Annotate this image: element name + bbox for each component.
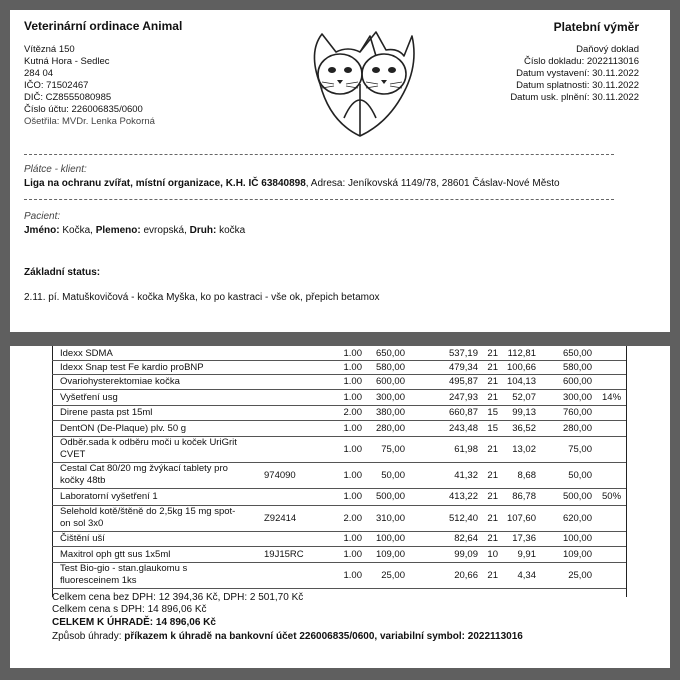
item-qty: 1.00 xyxy=(343,444,362,455)
item-unit-price: 100,00 xyxy=(375,533,405,544)
item-name: Ovariohysterektomiae kočka xyxy=(60,376,180,387)
item-unit-price: 75,00 xyxy=(381,444,405,455)
item-net-price: 20,66 xyxy=(454,570,478,581)
total-with-vat: Celkem cena s DPH: 14 896,06 Kč xyxy=(52,604,207,615)
item-total-price: 760,00 xyxy=(562,407,592,418)
item-net-price: 660,87 xyxy=(448,407,478,418)
item-net-price: 512,40 xyxy=(448,513,478,524)
row-separator xyxy=(52,405,626,406)
item-name-continued: on sol 3x0 xyxy=(60,518,104,529)
item-qty: 1.00 xyxy=(343,470,362,481)
clinic-account: Číslo účtu: 226006835/0600 xyxy=(24,104,143,115)
row-separator xyxy=(52,546,626,547)
item-qty: 2.00 xyxy=(343,407,362,418)
item-vat-rate: 21 xyxy=(487,391,498,403)
item-total-price: 100,00 xyxy=(562,533,592,544)
item-qty: 1.00 xyxy=(343,361,362,373)
item-discount: 14% xyxy=(602,391,622,403)
item-name: Test Bio-gio - stan.glaukomu s xyxy=(60,563,188,574)
item-total-price: 50,00 xyxy=(568,470,592,481)
item-total-price: 580,00 xyxy=(562,361,592,373)
row-separator xyxy=(52,531,626,532)
item-net-price: 82,64 xyxy=(454,533,478,544)
item-vat-rate: 10 xyxy=(487,548,498,560)
item-total-price: 300,00 xyxy=(562,391,592,403)
row-separator xyxy=(52,374,626,375)
item-unit-price: 50,00 xyxy=(381,470,405,481)
item-vat-rate: 15 xyxy=(487,422,498,434)
item-unit-price: 650,00 xyxy=(375,347,405,359)
clinic-ico: IČO: 71502467 xyxy=(24,80,89,91)
item-vat-rate: 15 xyxy=(487,407,498,418)
row-separator xyxy=(52,588,626,589)
item-vat-rate: 21 xyxy=(487,347,498,359)
item-vat-amount: 100,66 xyxy=(506,361,536,373)
item-qty: 1.00 xyxy=(343,347,362,359)
divider xyxy=(24,154,614,155)
item-qty: 1.00 xyxy=(343,548,362,560)
row-separator xyxy=(52,420,626,421)
item-total-price: 75,00 xyxy=(568,444,592,455)
clinic-street: Vítězná 150 xyxy=(24,44,75,55)
item-vat-rate: 21 xyxy=(487,513,498,524)
item-discount: 50% xyxy=(602,491,622,502)
patient-breed-label: Plemeno: xyxy=(95,225,141,236)
item-net-price: 537,19 xyxy=(448,347,478,359)
patient-label: Pacient: xyxy=(24,211,61,222)
patient-name: Kočka, xyxy=(59,225,96,236)
divider xyxy=(24,199,614,200)
item-total-price: 620,00 xyxy=(562,513,592,524)
item-net-price: 495,87 xyxy=(448,376,478,387)
date-due: Datum splatnosti: 30.11.2022 xyxy=(516,80,639,91)
item-vat-rate: 21 xyxy=(487,533,498,544)
document-title: Platební výměr xyxy=(553,20,639,34)
clinic-zip: 284 04 xyxy=(24,68,54,79)
item-vat-amount: 4,34 xyxy=(517,570,536,581)
date-issued: Datum vystavení: 30.11.2022 xyxy=(516,68,639,79)
item-vat-rate: 21 xyxy=(487,376,498,387)
status-text: 2.11. pí. Matuškovičová - kočka Myška, ko po kastraci - vše ok, přepich betamox xyxy=(24,292,380,303)
item-unit-price: 109,00 xyxy=(375,548,405,560)
item-unit-price: 310,00 xyxy=(375,513,405,524)
item-qty: 1.00 xyxy=(343,391,362,403)
item-vat-amount: 86,78 xyxy=(512,491,536,502)
item-net-price: 247,93 xyxy=(448,391,478,403)
invoice-items-panel xyxy=(10,346,670,668)
item-name: Cestal Cat 80/20 mg žvýkací tablety pro xyxy=(60,463,228,474)
item-vat-amount: 104,13 xyxy=(506,376,536,387)
item-name: Vyšetření usg xyxy=(60,391,118,403)
item-vat-rate: 21 xyxy=(487,570,498,581)
item-qty: 1.00 xyxy=(343,422,362,434)
clinic-logo xyxy=(300,22,420,140)
item-total-price: 109,00 xyxy=(562,548,592,560)
document-type: Daňový doklad xyxy=(576,44,639,55)
item-vat-rate: 21 xyxy=(487,470,498,481)
table-border-left xyxy=(52,346,53,597)
invoice-header-panel xyxy=(10,10,670,332)
item-net-price: 243,48 xyxy=(448,422,478,434)
item-vat-amount: 107,60 xyxy=(506,513,536,524)
item-net-price: 99,09 xyxy=(454,548,478,560)
payment-details: příkazem k úhradě na bankovní účet 226006835/0600, variabilní symbol: 2022113016 xyxy=(124,631,523,642)
item-total-price: 280,00 xyxy=(562,422,592,434)
payer-line xyxy=(24,178,560,189)
item-vat-rate: 21 xyxy=(487,361,498,373)
item-qty: 2.00 xyxy=(343,513,362,524)
total-without-vat: Celkem cena bez DPH: 12 394,36 Kč, DPH: 2 501,70 Kč xyxy=(52,592,304,603)
item-code: 974090 xyxy=(264,470,296,481)
item-vat-amount: 9,91 xyxy=(517,548,536,560)
item-name-continued: fluoresceinem 1ks xyxy=(60,575,137,586)
item-name: Idexx Snap test Fe kardio proBNP xyxy=(60,361,204,373)
item-qty: 1.00 xyxy=(343,376,362,387)
item-vat-amount: 99,13 xyxy=(512,407,536,418)
item-code: Z92414 xyxy=(264,513,297,524)
item-total-price: 25,00 xyxy=(568,570,592,581)
item-name-continued: kočky 48tb xyxy=(60,475,106,486)
item-vat-amount: 8,68 xyxy=(517,470,536,481)
item-total-price: 600,00 xyxy=(562,376,592,387)
item-qty: 1.00 xyxy=(343,491,362,502)
patient-breed: evropská, xyxy=(140,225,190,236)
payer-label: Plátce - klient: xyxy=(24,164,87,175)
item-qty: 1.00 xyxy=(343,570,362,581)
item-vat-rate: 21 xyxy=(487,491,498,502)
item-name: Odběr.sada k odběru moči u koček UriGrit xyxy=(60,437,237,448)
item-name: Idexx SDMA xyxy=(60,347,113,359)
patient-name-label: Jméno: xyxy=(24,225,60,236)
item-unit-price: 580,00 xyxy=(375,361,405,373)
table-border-right xyxy=(626,346,627,597)
clinic-name: Veterinární ordinace Animal xyxy=(24,19,183,33)
item-qty: 1.00 xyxy=(343,533,362,544)
clinic-vet: Ošetřila: MVDr. Lenka Pokorná xyxy=(24,116,155,127)
item-vat-amount: 17,36 xyxy=(512,533,536,544)
item-vat-amount: 36,52 xyxy=(512,422,536,434)
item-name: Čištění uší xyxy=(60,533,105,544)
clinic-dic: DIČ: CZ8555080985 xyxy=(24,92,112,103)
item-vat-amount: 13,02 xyxy=(512,444,536,455)
item-net-price: 41,32 xyxy=(454,470,478,481)
item-net-price: 413,22 xyxy=(448,491,478,502)
item-name: Selehold kotě/štěně do 2,5kg 15 mg spot- xyxy=(60,506,236,517)
row-separator xyxy=(52,389,626,390)
item-unit-price: 280,00 xyxy=(375,422,405,434)
item-name: DentON (De-Plaque) plv. 50 g xyxy=(60,422,187,434)
item-unit-price: 500,00 xyxy=(375,491,405,502)
item-unit-price: 380,00 xyxy=(375,407,405,418)
item-vat-rate: 21 xyxy=(487,444,498,455)
row-separator xyxy=(52,488,626,489)
item-vat-amount: 52,07 xyxy=(512,391,536,403)
item-name-continued: CVET xyxy=(60,449,86,460)
clinic-city: Kutná Hora - Sedlec xyxy=(24,56,110,67)
item-vat-amount: 112,81 xyxy=(507,347,536,359)
payment-method xyxy=(52,631,523,643)
patient-species-label: Druh: xyxy=(189,225,217,236)
item-total-price: 500,00 xyxy=(562,491,592,502)
payer-name: Liga na ochranu zvířat, místní organizace, K.H. IČ 63840898 xyxy=(24,178,306,189)
item-unit-price: 300,00 xyxy=(375,391,405,403)
patient-species: kočka xyxy=(216,225,246,236)
status-label: Základní status: xyxy=(24,267,101,278)
item-name: Direne pasta pst 15ml xyxy=(60,407,153,418)
item-unit-price: 25,00 xyxy=(381,570,405,581)
payment-label: Způsob úhrady: xyxy=(52,631,125,642)
item-name: Laboratorní vyšetření 1 xyxy=(60,491,158,502)
item-unit-price: 600,00 xyxy=(375,376,405,387)
item-name: Maxitrol oph gtt sus 1x5ml xyxy=(60,548,171,560)
total-to-pay: CELKEM K ÚHRADĚ: 14 896,06 Kč xyxy=(52,617,216,628)
date-taxable: Datum usk. plnění: 30.11.2022 xyxy=(510,92,639,103)
document-number: Číslo dokladu: 2022113016 xyxy=(524,56,639,67)
item-total-price: 650,00 xyxy=(562,347,592,359)
item-net-price: 61,98 xyxy=(454,444,478,455)
payer-address: , Adresa: Jeníkovská 1149/78, 28601 Čáslav-Nové Město xyxy=(305,178,560,189)
patient-line xyxy=(24,225,245,236)
item-code: 19J15RC xyxy=(264,548,304,560)
item-net-price: 479,34 xyxy=(448,361,478,373)
